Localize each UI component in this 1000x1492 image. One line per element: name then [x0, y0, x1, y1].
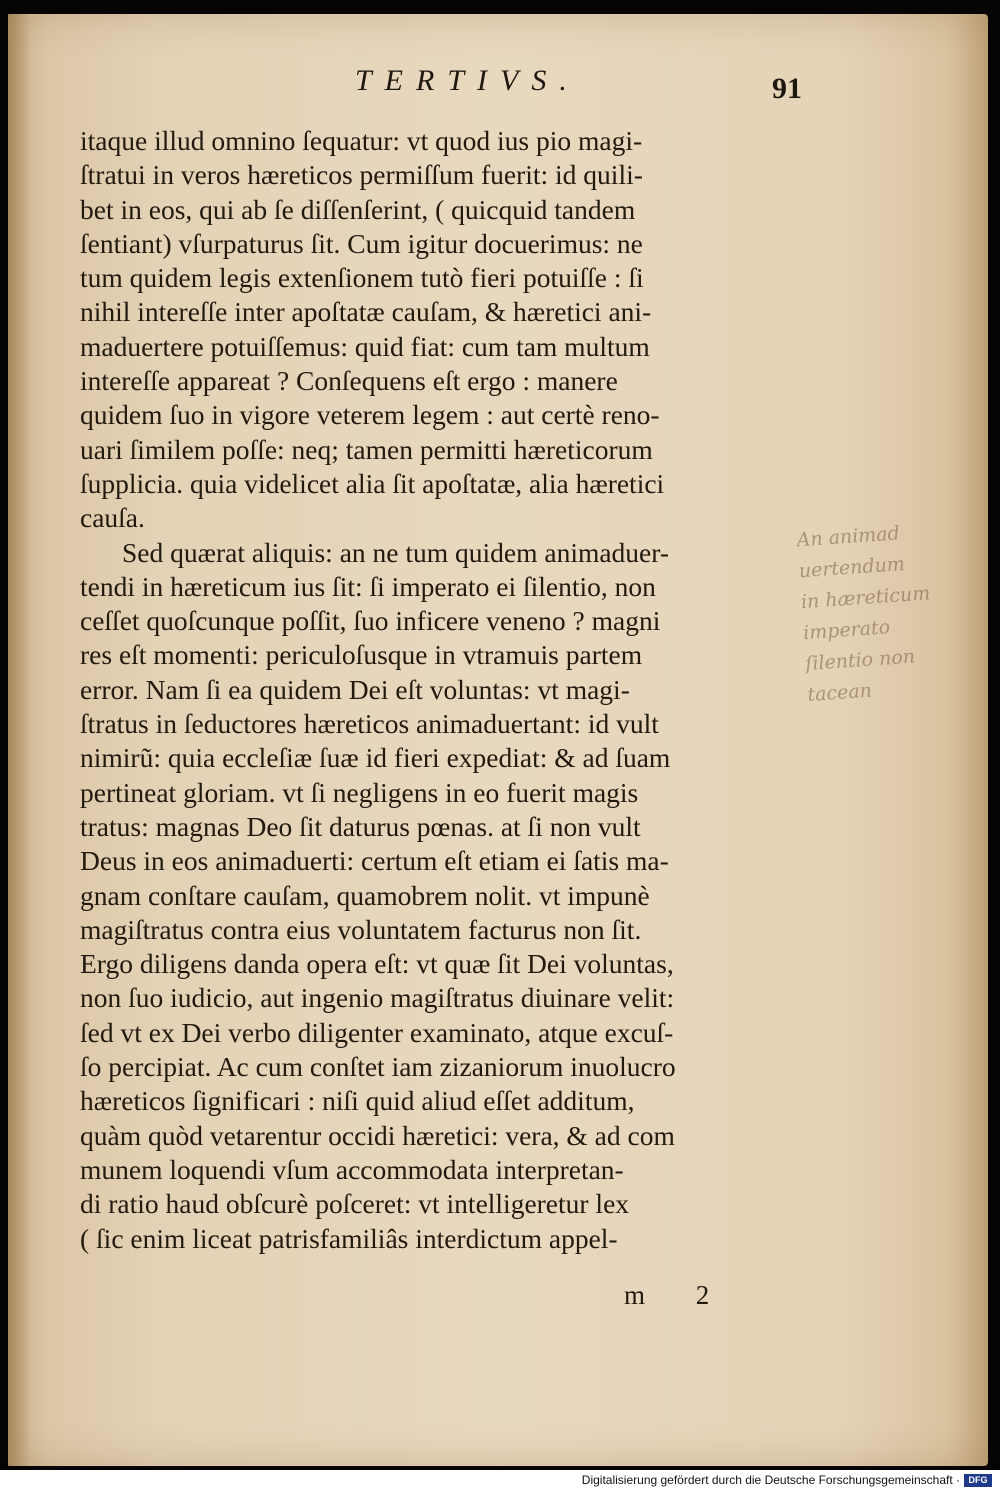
marginal-note-line: in hæreticum — [800, 582, 931, 614]
body-text — [80, 124, 800, 1256]
text-line: intereſſe appareat ? Conſequens eſt ergo : manere — [80, 365, 618, 397]
paragraph-start-line: Sed quærat aliquis: an ne tum quidem animaduer- — [122, 536, 670, 568]
text-line: ſupplicia. quia videlicet alia ſit apoſtatæ, alia hæretici — [80, 467, 665, 499]
marginal-note-line: ſilentio non — [804, 645, 916, 676]
text-line: tum quidem legis extenſionem tutò fieri potuiſſe : ſi — [80, 262, 644, 294]
text-line: ( ſic enim liceat patrisfamiliâs interdictum appel- — [80, 1222, 618, 1254]
text-line: error. Nam ſi ea quidem Dei eſt voluntas: vt magi- — [80, 673, 630, 705]
page-gutter-shadow — [8, 14, 30, 1466]
text-line: bet in eos, qui ab ſe diſſenſerint, ( quicquid tandem — [80, 193, 636, 225]
text-line: tendi in hæreticum ius ſit: ſi imperato ei ſilentio, non — [80, 570, 656, 602]
text-line: non ſuo iudicio, aut ingenio magiſtratus diuinare velit: — [80, 982, 675, 1014]
signature-mark: m 2 — [624, 1280, 732, 1310]
text-line: quidem ſuo in vigore veterem legem : aut certè reno- — [80, 399, 660, 431]
text-line: itaque illud omnino ſequatur: vt quod ius pio magi- — [80, 125, 643, 156]
text-line: di ratio haud obſcurè poſceret: vt intelligeretur lex — [80, 1188, 630, 1220]
text-line: ceſſet quoſcunque poſſit, ſuo inficere veneno ? magni — [80, 605, 661, 637]
text-line: maduertere potuiſſemus: quid fiat: cum tam multum — [80, 330, 650, 362]
text-line: magiſtratus contra eius voluntatem facturus non ſit. — [80, 913, 642, 945]
marginal-note-line: imperato — [802, 616, 891, 645]
text-line: ſtratui in veros hæreticos permiſſum fuerit: id quili- — [80, 159, 643, 191]
text-line: nihil intereſſe inter apoſtatæ cauſam, & hæretici ani- — [80, 296, 652, 328]
text-line: quàm quòd vetarentur occidi hæretici: vera, & ad com — [80, 1119, 675, 1151]
text-line: munem loquendi vſum accommodata interpretan- — [80, 1153, 624, 1185]
text-line: Ergo diligens danda opera eſt: vt quæ ſit Dei voluntas, — [80, 948, 674, 980]
text-line: ſentiant) vſurpaturus ſit. Cum igitur docuerimus: ne — [80, 227, 643, 259]
marginal-note-line: An animad — [795, 522, 901, 552]
funding-credit: Digitalisierung gefördert durch die Deutsche Forschungsgemeinschaft · — [581, 1473, 960, 1487]
dfg-logo-icon: DFG — [964, 1474, 992, 1487]
page-number: 91 — [772, 72, 802, 105]
text-line: res eſt momenti: periculoſusque in vtramuis partem — [80, 639, 643, 671]
text-line: tratus: magnas Deo ſit daturus pœnas. at ſi non vult — [80, 810, 641, 842]
text-line: ſtratus in ſeductores hæreticos animaduertant: id vult — [80, 708, 659, 740]
text-line: ſed vt ex Dei verbo diligenter examinato, atque excuſ- — [80, 1016, 674, 1048]
text-line: pertineat gloriam. vt ſi negligens in eo fuerit magis — [80, 776, 639, 808]
text-line: nimirũ: quia eccleſiæ ſuæ id fieri expediat: & ad ſuam — [80, 742, 671, 774]
marginal-note-line: tacean — [806, 679, 873, 707]
text-line: cauſa. — [80, 502, 145, 534]
text-line: ſo percipiat. Ac cum conſtet iam zizaniorum inuolucro — [80, 1051, 676, 1083]
text-line: uari ſimilem poſſe: neq; tamen permitti hæreticorum — [80, 433, 653, 465]
credit-bar — [0, 1470, 1000, 1492]
marginal-note — [796, 515, 959, 711]
running-head: TERTIVS. — [355, 64, 580, 97]
marginal-note-line: uertendum — [798, 552, 906, 583]
text-line: hæreticos ſignificari : niſi quid aliud eſſet additum, — [80, 1085, 635, 1117]
text-line: Deus in eos animaduerti: certum eſt etiam ei ſatis ma- — [80, 845, 669, 877]
text-line: gnam conſtare cauſam, quamobrem nolit. vt impunè — [80, 879, 650, 911]
